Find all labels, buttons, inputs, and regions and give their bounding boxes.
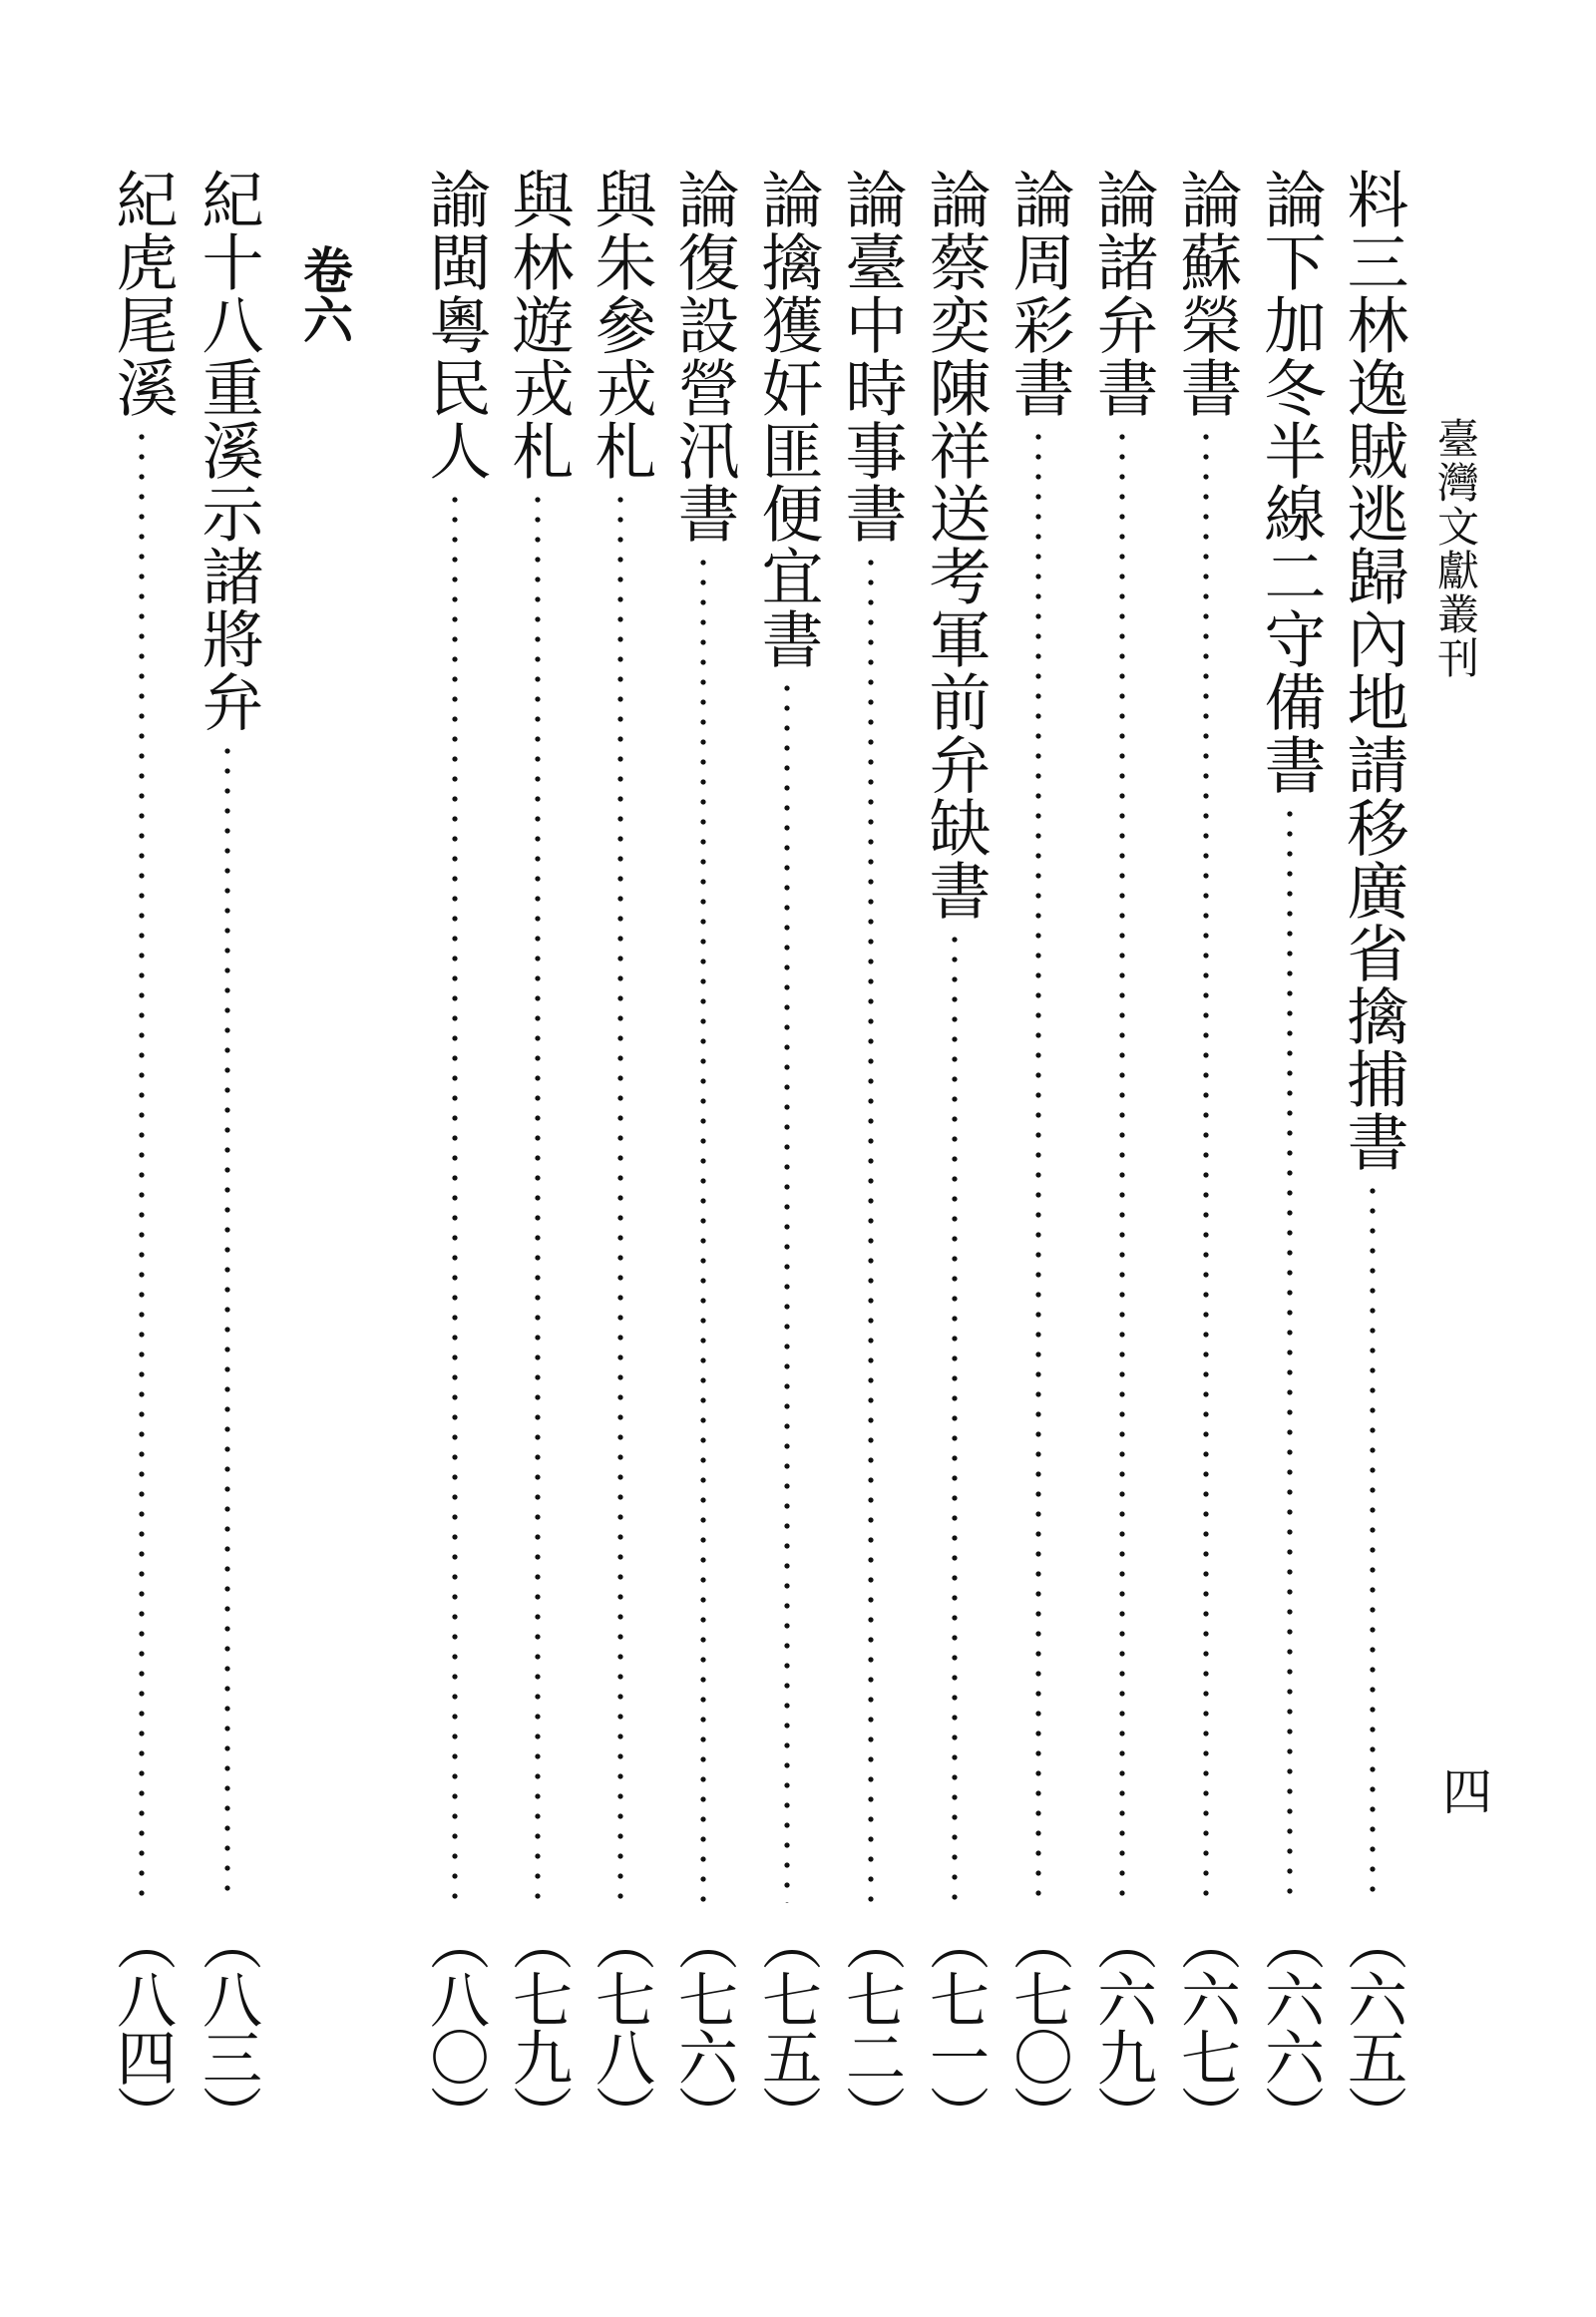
dot-leader xyxy=(700,553,706,1903)
toc-entry-title: 與朱參戎札 xyxy=(585,168,657,482)
running-header-title: 臺灣文獻叢刊 xyxy=(1431,417,1480,680)
toc-entry-title: 論擒獲奸匪便宜書 xyxy=(751,168,824,670)
toc-entry-title: 紀虎尾溪 xyxy=(106,168,179,419)
toc-entry-page: （七六） xyxy=(668,1911,738,2142)
toc-entry[interactable] xyxy=(751,168,823,2142)
dot-leader xyxy=(535,490,541,1903)
toc-entry-title: 論臺中時事書 xyxy=(835,168,908,545)
dot-leader xyxy=(784,678,790,1903)
dot-leader xyxy=(1370,1181,1376,1903)
toc-entry[interactable] xyxy=(667,168,739,2142)
toc-entry-title: 論下加冬半線二守備書 xyxy=(1254,168,1327,796)
toc-entry[interactable] xyxy=(419,168,491,2142)
dot-leader xyxy=(1203,427,1209,1903)
toc-entry[interactable] xyxy=(1337,168,1408,2142)
toc-entry[interactable] xyxy=(1086,168,1158,2142)
toc-entry[interactable] xyxy=(919,168,991,2142)
toc-entry-page: （七八） xyxy=(586,1911,655,2142)
toc-entry[interactable] xyxy=(585,168,656,2142)
toc-entry-title: 料三林逸賊逃歸內地請移廣省擒捕書 xyxy=(1337,168,1409,1173)
toc-entry-page: （七一） xyxy=(920,1911,990,2142)
toc-entry-page: （六九） xyxy=(1087,1911,1157,2142)
toc-entry-title: 論復設營汛書 xyxy=(667,168,740,545)
dot-leader xyxy=(1035,427,1041,1903)
toc-entry-page: （六五） xyxy=(1338,1911,1407,2142)
toc-entry-page: （七〇） xyxy=(1003,1911,1073,2142)
toc-entry[interactable] xyxy=(1170,168,1242,2142)
toc-entry[interactable] xyxy=(1002,168,1074,2142)
toc-entry-title: 紀十八重溪示諸將弁 xyxy=(192,168,264,733)
dot-leader xyxy=(452,490,458,1903)
dot-leader xyxy=(617,490,623,1903)
toc-entry-page: （七二） xyxy=(836,1911,906,2142)
toc-entry[interactable] xyxy=(835,168,907,2142)
toc-entry[interactable] xyxy=(502,168,574,2142)
toc-entry-page: （七五） xyxy=(752,1911,822,2142)
juan-heading: 卷六 xyxy=(295,244,354,344)
dot-leader xyxy=(1119,427,1125,1903)
dot-leader xyxy=(1287,804,1293,1903)
toc-entry-title: 論蔡奕陳祥送考軍前弁缺書 xyxy=(919,168,992,922)
page-number: 四 xyxy=(1434,1765,1492,1815)
toc-entry-page: （八四） xyxy=(107,1911,177,2142)
toc-entry-page: （八三） xyxy=(193,1911,262,2142)
dot-leader xyxy=(952,930,958,1903)
toc-entry-page: （六六） xyxy=(1255,1911,1325,2142)
toc-entry-title: 與林遊戎札 xyxy=(502,168,575,482)
toc-entry-page: （七九） xyxy=(503,1911,573,2142)
toc-entry[interactable] xyxy=(1254,168,1326,2142)
toc-entry[interactable] xyxy=(192,168,263,2142)
toc-entry-title: 論周彩書 xyxy=(1002,168,1075,419)
toc-entry-title: 論諸弁書 xyxy=(1086,168,1159,419)
toc-entry-title: 論蘇榮書 xyxy=(1170,168,1243,419)
toc-entry-title: 諭閩粵民人 xyxy=(419,168,492,482)
toc-entry-page: （六七） xyxy=(1171,1911,1241,2142)
toc-entry-page: （八〇） xyxy=(420,1911,490,2142)
dot-leader xyxy=(139,427,145,1903)
dot-leader xyxy=(868,553,874,1903)
dot-leader xyxy=(224,741,230,1903)
toc-entry[interactable] xyxy=(106,168,178,2142)
